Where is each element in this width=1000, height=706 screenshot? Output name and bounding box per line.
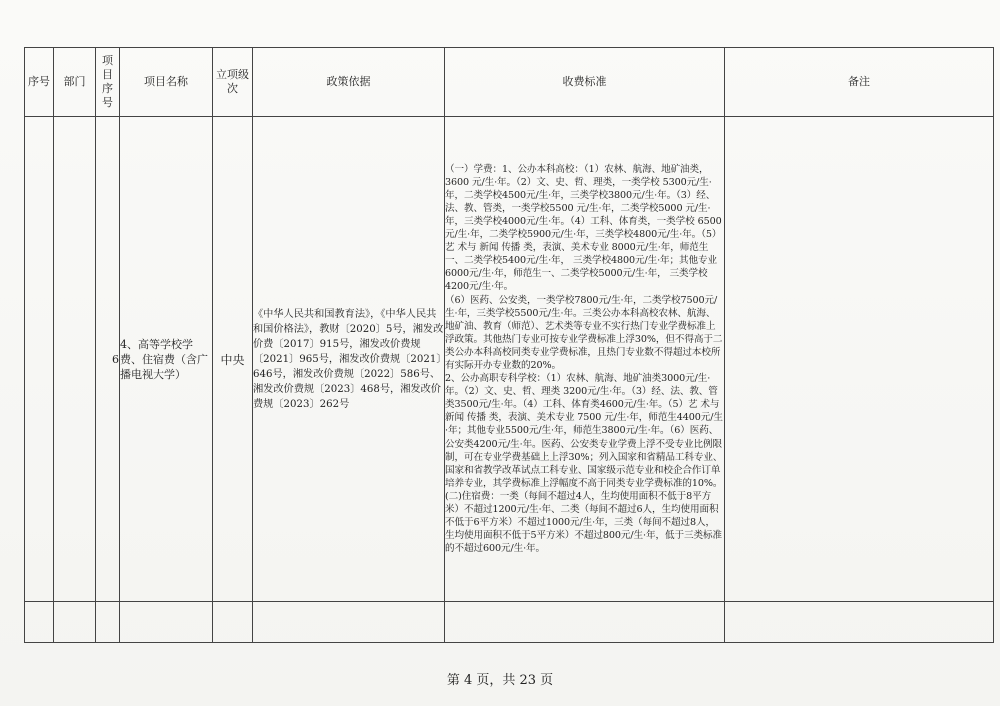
- cell-empty: [213, 602, 253, 643]
- page-number: 第 4 页，共 23 页: [446, 673, 554, 688]
- cell-item-name: 4、高等学校学费、住宿费（含广播电视大学）: [120, 117, 213, 602]
- standard-paragraph: 2、公办高职专科学校：（1）农林、航海、地矿油类3000元/生·年。（2）文、史、哲、理类 3200元/生·年。（3）经、法、教、管类3500元/生·年。（4）工科、体育类4600元/生·年。（5）艺 术与 新闻 传播 类，表演、美术专业 7500 元/生·年，师范生4400元/生·年；其他专业5500元/生·年，师范生3800元/生·年。（6）医药、公安类4200元/生·年。医药、公安类专业学费上浮不受专业比例限制，可在专业学费基础上上浮30%；列入国家和省精品工科专业、国家和省教学改革试点工科专业、国家级示范专业和校企合作订单培养专业，其学费标准上浮幅度不高于同类专业学费标准的10%。: [445, 373, 723, 489]
- cell-empty: [25, 602, 54, 643]
- standard-paragraph: (二)住宿费：一类（每间不超过4人，生均使用面积不低于8平方米）不超过1200元/生·年、二类（每间不超过6人，生均使用面积不低于6平方米）不超过1000元/生·年，三类（每间不超过8人，生均使用面积不低于5平方米）不超过800元/生·年，低于三类标准的不超过600元/生·年。: [445, 490, 722, 555]
- cell-seq: [25, 117, 54, 602]
- cell-dept: [54, 117, 96, 602]
- fee-table: [24, 47, 994, 643]
- table-row-continued: [25, 602, 994, 643]
- standard-paragraph: （6）医药、公安类，一类学校7800元/生·年，二类学校7500元/生·年，三类学校5500元/生·年。三类公办本科高校农林、航海、地矿油、教育（师范）、艺术类等专业不实行热门专业学费标准上浮政策。其他热门专业可按专业学费标准上浮30%，但不得高于二类公办本科高校同类专业学费标准，且热门专业数不得超过本校所有实际开办专业数的20%。: [445, 294, 723, 371]
- header-seq: 序号: [25, 48, 54, 117]
- cell-empty: [120, 602, 213, 643]
- header-item-name: 项目名称: [120, 48, 213, 117]
- cell-empty: [54, 602, 96, 643]
- header-standard: 收费标准: [445, 48, 725, 117]
- table-row: [25, 117, 994, 602]
- header-policy: 政策依据: [253, 48, 445, 117]
- cell-item-seq: 6: [96, 117, 120, 602]
- bleed-through-mark: [426, 33, 556, 43]
- cell-empty: [253, 602, 445, 643]
- cell-level: 中央: [213, 117, 253, 602]
- cell-standard: [445, 117, 725, 602]
- header-dept: 部门: [54, 48, 96, 117]
- standard-paragraph: （一）学费：1、公办本科高校：（1）农林、航海、地矿油类，3600 元/生·年。（2）文、史、哲、理类，一类学校 5300元/生·年，二类学校4500元/生·年，三类学校3800元/生·年。（3）经、法、教、管类，一类学校5500 元/生·年，二类学校5000 元/生·年，三类学校4000元/生·年。（4）工科、体育类，一类学校 6500 元/生·年，二类学校5900元/生·年，三类学校4800元/生·年。（5）艺 术与 新闻 传播 类，表演、美术专业 8000元/生·年，师范生一、二类学校5400元/生·年， 三类学校4800元/生·年；其他专业 6000元/生·年，师范生一、二类学校5000元/生·年， 三类学校4200元/生·年。: [445, 163, 725, 293]
- table-header-row: [25, 48, 994, 117]
- cell-empty: [725, 602, 994, 643]
- header-level: 立项级次: [213, 48, 253, 117]
- header-remark: 备注: [725, 48, 994, 117]
- cell-empty: [96, 602, 120, 643]
- cell-remark: [725, 117, 994, 602]
- cell-empty: [445, 602, 725, 643]
- header-item-seq: 项目序号: [96, 48, 120, 117]
- cell-policy: 《中华人民共和国教育法》，《中华人民共和国价格法》，教财〔2020〕5号，湘发改价费〔2017〕915号，湘发改价费规〔2021〕965号，湘发改价费规〔2021〕646号，湘发改价费规〔2022〕586号、湘发改价费规〔2023〕468号，湘发改价费规〔2023〕262号: [253, 117, 445, 602]
